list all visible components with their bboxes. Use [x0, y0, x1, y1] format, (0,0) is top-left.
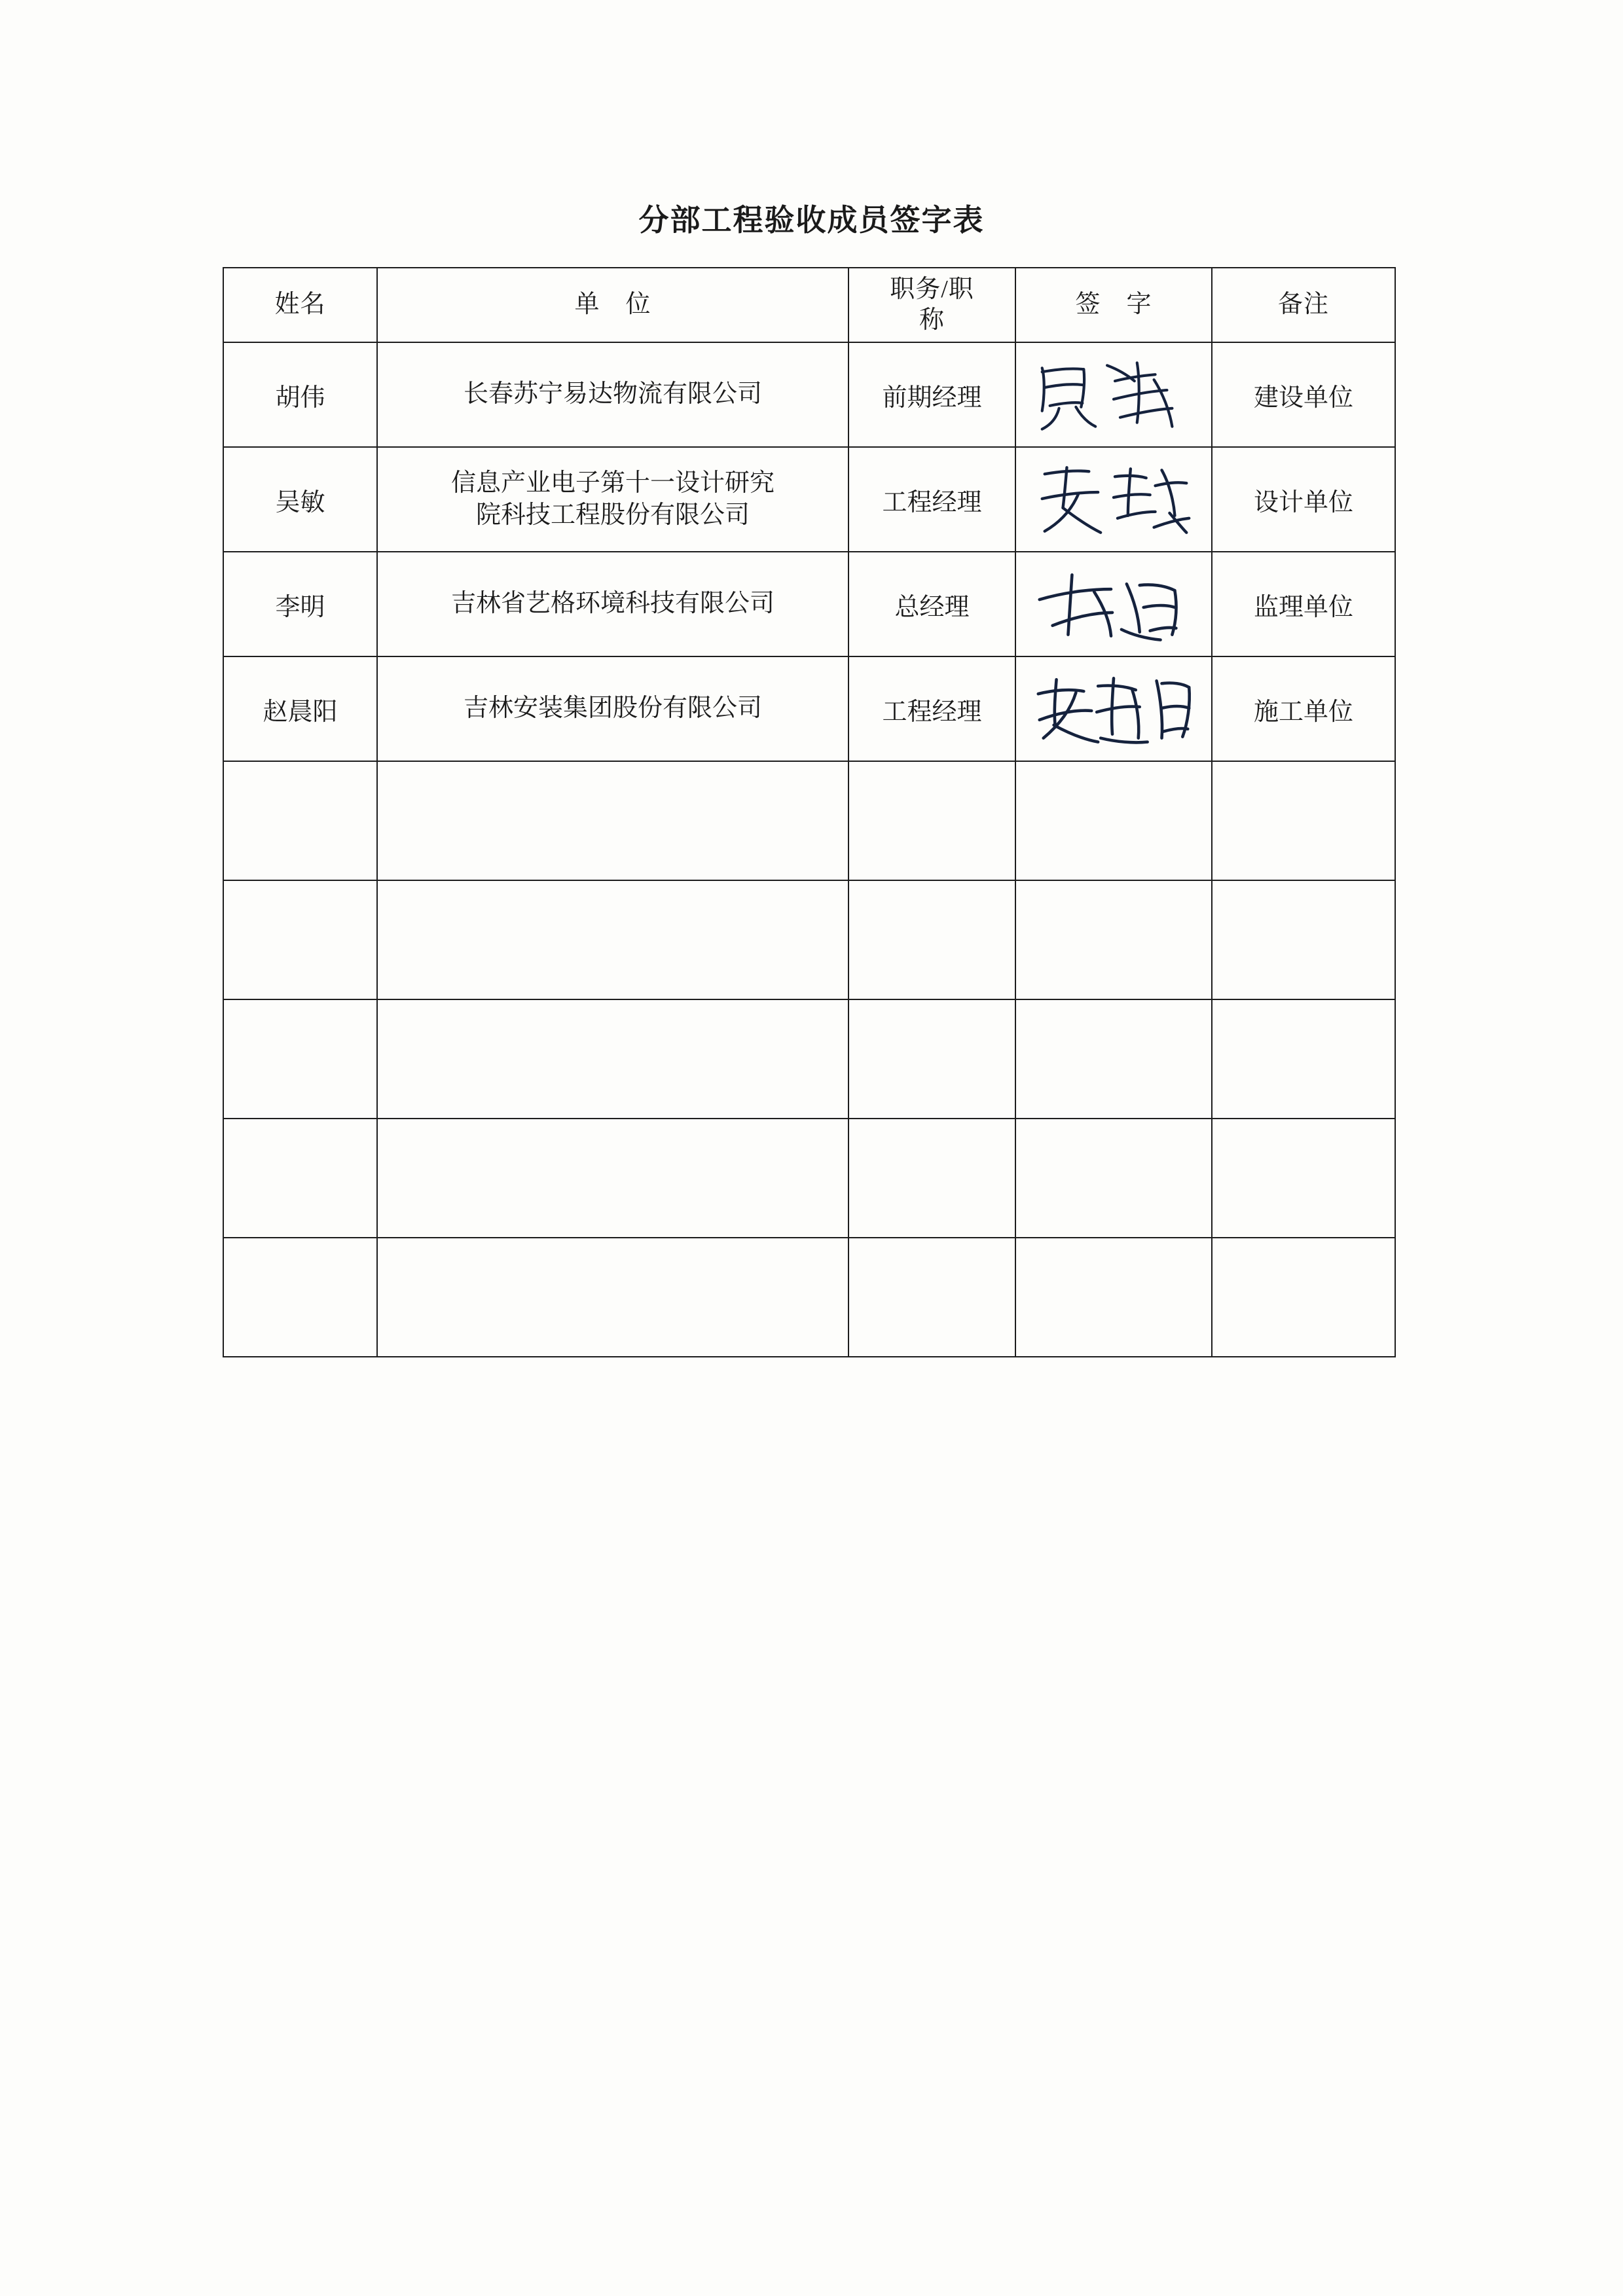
- cell-unit: [377, 761, 848, 880]
- cell-unit-line1: 吉林省艺格环境科技有限公司: [450, 590, 775, 618]
- cell-signature: [1015, 552, 1212, 656]
- cell-unit: [377, 342, 848, 447]
- cell-position: [848, 880, 1015, 999]
- column-header-unit: 单 位: [377, 268, 848, 342]
- cell-position: 工程经理: [848, 656, 1015, 761]
- cell-unit: [377, 1119, 848, 1238]
- cell-remark: [1212, 1238, 1395, 1357]
- signature-table: [223, 267, 1396, 1357]
- cell-unit-line1: 信息产业电子第十一设计研究: [450, 469, 775, 497]
- cell-name: [223, 1238, 377, 1357]
- cell-remark: [1212, 1119, 1395, 1238]
- cell-signature: [1015, 447, 1212, 552]
- table-row: [223, 656, 1395, 761]
- handwritten-signature-li-ming: [1016, 552, 1211, 656]
- table-row: [223, 447, 1395, 552]
- cell-position: 总经理: [848, 552, 1015, 656]
- cell-signature: [1015, 761, 1212, 880]
- cell-unit: [377, 880, 848, 999]
- table-row: [223, 342, 1395, 447]
- cell-unit: [377, 999, 848, 1119]
- cell-name: 李明: [223, 552, 377, 656]
- page-title: 分部工程验收成员签字表: [638, 204, 985, 237]
- column-header-name: 姓名: [223, 268, 377, 342]
- cell-unit-line1: 吉林安装集团股份有限公司: [463, 694, 762, 723]
- cell-position: [848, 999, 1015, 1119]
- cell-name: [223, 761, 377, 880]
- cell-remark: 建设单位: [1212, 342, 1395, 447]
- cell-unit: [377, 447, 848, 552]
- cell-unit-line1: 长春苏宁易达物流有限公司: [463, 380, 762, 408]
- cell-signature: [1015, 1119, 1212, 1238]
- cell-position: [848, 1238, 1015, 1357]
- handwritten-signature-wu-min: [1016, 448, 1211, 551]
- cell-remark: [1212, 761, 1395, 880]
- table-row: [223, 880, 1395, 999]
- cell-name: 赵晨阳: [223, 656, 377, 761]
- cell-position: [848, 1119, 1015, 1238]
- cell-position: 前期经理: [848, 342, 1015, 447]
- cell-remark: 设计单位: [1212, 447, 1395, 552]
- table-header-row: [223, 268, 1395, 342]
- table-row: [223, 1119, 1395, 1238]
- cell-signature: [1015, 1238, 1212, 1357]
- table-row: [223, 999, 1395, 1119]
- cell-unit: [377, 656, 848, 761]
- cell-signature: [1015, 342, 1212, 447]
- cell-signature: [1015, 656, 1212, 761]
- cell-position: [848, 761, 1015, 880]
- cell-position: 工程经理: [848, 447, 1015, 552]
- cell-remark: 施工单位: [1212, 656, 1395, 761]
- table-row: [223, 761, 1395, 880]
- cell-name: 吴敏: [223, 447, 377, 552]
- cell-signature: [1015, 999, 1212, 1119]
- column-header-position-line2: 称: [919, 306, 945, 334]
- handwritten-signature-hu-wei: [1016, 343, 1211, 446]
- cell-unit-line2: 院科技工程股份有限公司: [475, 501, 750, 529]
- cell-unit: [377, 1238, 848, 1357]
- column-header-remark: 备注: [1212, 268, 1395, 342]
- cell-remark: [1212, 999, 1395, 1119]
- column-header-position: [848, 268, 1015, 342]
- cell-name: [223, 1119, 377, 1238]
- cell-name: [223, 999, 377, 1119]
- cell-remark: 监理单位: [1212, 552, 1395, 656]
- cell-remark: [1212, 880, 1395, 999]
- cell-name: [223, 880, 377, 999]
- column-header-signature: 签 字: [1015, 268, 1212, 342]
- signature-table-container: [223, 267, 1395, 1357]
- column-header-position-line1: 职务/职: [890, 275, 974, 303]
- cell-name: 胡伟: [223, 342, 377, 447]
- cell-unit: [377, 552, 848, 656]
- table-row: [223, 552, 1395, 656]
- handwritten-signature-zhao-chenyang: [1016, 657, 1211, 761]
- table-row: [223, 1238, 1395, 1357]
- cell-signature: [1015, 880, 1212, 999]
